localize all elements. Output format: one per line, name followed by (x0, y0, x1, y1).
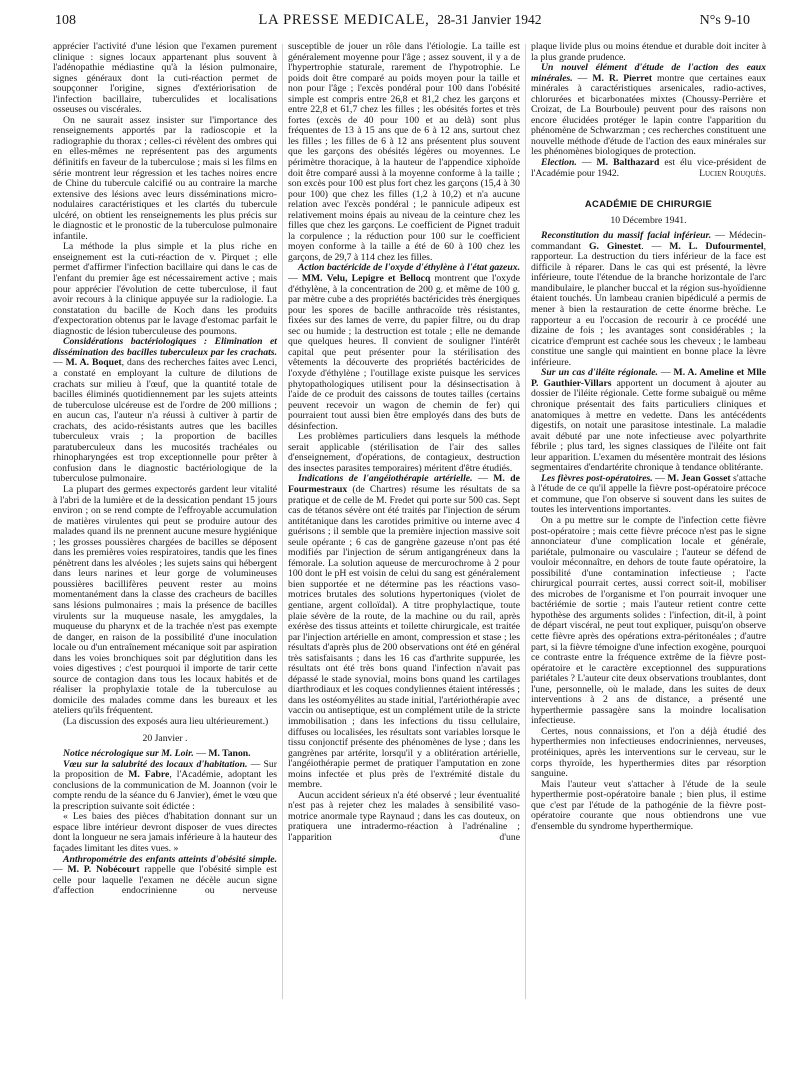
journal-name: LA PRESSE MEDICALE, (258, 12, 430, 28)
paragraph (288, 474, 520, 790)
body-text: — (572, 72, 593, 84)
body-text: , l'Académie, adoptant les conclusions de la communication de M. Joannon (voir le compte rendu de la séance du 6 Janvier), émet le vœu que la prescription suivante soit édictée : (53, 769, 277, 812)
body-text: On ne saurait assez insister sur l'importance des renseignements apportés par la radioscopie et la radiographie du thorax ; celles-ci révèlent des ombres qui en elles-mêmes ne représentent pas des arguments définitifs en faveur de la tuberculose ; mais si les films en série montrent leur régression et les taches noires encre de Chine du tubercule calcifié ou au contraire la marche extensive des lésions avec leurs disséminations micro-nodulaires caractéristiques et les clartés du tubercule ulcéré, on obtient les renseignements les plus précis sur le diagnostic et le pronostic de la tuberculose pulmonaire infantile. (53, 114, 277, 242)
paragraph (53, 242, 277, 337)
body-text: , rapporteur. La destruction du tiers inférieur de la face est difficile à réparer. Dans le cas qui est présenté, la lèvre inférieure, toute l'étendue de la branche horizontale de l'arc mandibulaire, le plancher buccal et la région sus-hyoïdienne étaient touchés. Un lambeau cranien bipédiculé a permis de mener à bien la restauration de cette énorme brèche. Le rapporteur a eu l'occasion de recourir à ce procédé une dizaine de fois ; les avantages sont considérables ; la cicatrice d'emprunt est cachée sous les cheveux ; le lambeau constitue une sangle qui maintient en bonne place la lèvre inférieure. (531, 240, 766, 368)
body-text: Certes, nous connaissions, et l'on a déjà étudié des hyperthermies non infectieuses endocriniennes, nerveuses, protéiniques, après les interventions sur le cerveau, sur le corps thyroïde, les hyperthermies dites par résorption sanguine. (531, 725, 766, 780)
body-text: — Médecin-commandant (531, 230, 766, 252)
column-divider (525, 44, 526, 999)
body-text: rappelle que l'obésité simple est celle pour laquelle l'examen ne décèle aucun signe d'affection endocrinienne ou nerveuse (53, 864, 278, 897)
body-text: 20 Janvier . (142, 732, 188, 744)
body-text: (de Chartres) résume les résultats de sa pratique et de celle de M. Fredet qui porte sur 500 cas. Sept cas de tétanos sévère ont été traités par l'injection de sérum antitétanique dans les carotides primitive ou interne avec 4 guérisons ; il semble que la première injection massive soit seule opérante ; 6 cas de gangrène gazeuse n'ont pas été modifiés par l'injection de sérum antigangréneux dans la fémorale. La solution aqueuse de mercurochrome à 2 pour 100 dont le pH est voisin de celui du sang est généralement bien supportée et ne détermine pas les réactions vaso-motrices brutales des solutions hypertoniques (violet de gentiane, argent colloïdal). A titre prophylactique, toute plaie sévère de la route, de la machine ou du rail, après exérèse des tissus atteints et toilette chirurgicale, est traitée par l'injection artérielle en amont, compression et stase ; les résultats d'après plus de 200 observations ont été en général très satisfaisants ; dans les 16 cas d'arthrite suppurée, les résultats ont été très bons quand l'infection n'avait pas dépassé le stade synovial, moins bons quand les cartilages diarthrodiaux et les coques condyliennes étaient intéressés ; dans les ostéomyélites au stade initial, l'artériothérapie avec vaccin ou antiseptique, est un complément utile de la stricte immobilisation ; dans les infections du tissu cellulaire, diffuses ou localisées, les résultats sont variables lorsque le tissu conjonctif présente des phénomènes de lyse ; dans les gangrènes par artérite, lorsqu'il y a oblitération artérielle, l'angéiothérapie permet de pratiquer l'amputation en zone moins infectée et plus près de l'extrémité distale du membre. (288, 483, 520, 791)
article-title: Anthropométrie des enfants atteints d'obésité simple. (63, 853, 277, 865)
body-text: « Les baies des pièces d'habitation donnant sur un espace libre intérieur devront disposer de vues directes dont la longueur ne sera jamais inférieure à la hauteur des façades limitant les dites vues. » (53, 811, 277, 855)
article-title: Un nouvel élément d'étude de l'action des eaux minérales. (531, 62, 766, 84)
body-text: Les problèmes particuliers dans lesquels la méthode serait applicable (stérilisation de l'air des salles d'enseignement, d'opérations, de contagieux, destruction des insectes parasites temporaires) méritent d'être étudiés. (288, 431, 520, 474)
author-name: M. A. Boquet (65, 357, 122, 369)
author-name: M. Tanon. (208, 748, 251, 760)
body-text: plaque livide plus ou moins étendue et durable doit inciter à la plus grande prudence. (531, 41, 766, 63)
column-3 (531, 42, 766, 832)
body-text: — (657, 367, 674, 379)
author-name: M. de Fourmestraux (288, 473, 520, 495)
article-title: Les fièvres post-opératoires. (541, 472, 653, 484)
body-text: On a pu mettre sur le compte de l'infection cette fièvre post-opératoire ; mais cette fièvre précoce n'est pas le signe annonciateur d'une complication locale et générale, pariétale, pulmonaire ou vasculaire ; l'auteur se défend de vouloir méconnaître, en dehors de toute faute opératoire, la possibilité d'une contamination infectieuse ; l'acte chirurgical pourrait certes, aussi correct soit-il, mobiliser des microbes de l'organisme et l'on pourrait invoquer une bactériémie de sortie ; mais l'auteur retient contre cette hypothèse des arguments solides : l'infection, dit-il, à point de départ viscéral, ne peut tout expliquer, puisqu'on observe cette fièvre après des opérations extra-péritonéales ; d'autre part, si la fièvre témoigne d'une infection exogène, pourquoi ce contraste entre la fréquence extrême de la fièvre post-opératoire et le caractère exceptionnel des suppurations pariétales ? L'auteur cite deux observations troublantes, dont l'une, personnelle, où le malade, dans les suites de deux interventions à 2 ans de distance, a présenté une hyperthermie passagère sans la moindre localisation infectieuse. (531, 514, 766, 727)
issue-number: N°s 9-10 (699, 13, 750, 28)
body-text: (La discussion des exposés aura lieu ultérieurement.) (63, 716, 269, 727)
author-name: M. Jean Gosset (667, 472, 731, 484)
body-text: s'attache à l'étude de ce qu'il appelle la fièvre post-opératoire précoce et commune, que l'on observe si souvent dans les suites de toutes les interventions importantes. (531, 472, 767, 516)
page-number: 108 (55, 13, 76, 28)
article-title: Action bactéricide de l'oxyde d'éthylène à l'état gazeux. (298, 262, 520, 274)
author-name: M. Fabre (128, 769, 170, 781)
body-text: 10 Décembre 1941. (610, 214, 687, 226)
paragraph (531, 42, 766, 63)
body-text: — (288, 273, 302, 285)
issue-date: 28-31 Janvier 1942 (437, 12, 542, 27)
article-title: Reconstitution du massif facial inférieur. (541, 230, 712, 242)
author-name: G. Ginestet (588, 240, 642, 252)
body-text: — Sur la proposition de (53, 758, 277, 781)
body-text: ACADÉMIE DE CHIRURGIE (584, 198, 713, 210)
journal-title (0, 12, 800, 29)
paragraph (531, 780, 766, 833)
body-text: Aucun accident sérieux n'a été observé ; leur éventualité n'est pas à rejeter chez les malades à sensibilité vaso-motrice anormale type Raynaud ; dans les cas douteux, on pratiquera une intradermo-réaction à l'adrénaline ; l'apparition d'une (288, 789, 520, 844)
paragraph (288, 263, 520, 432)
paragraph (53, 116, 277, 243)
body-text: Mais l'auteur veut s'attacher à l'étude de la seule hyperthermie post-opératoire banale ; bien plus, il estime que c'est par l'étude de la pathogénie de la fièvre post-opératoire courante que nous obtiendrons une vue d'ensemble du syndrome hyperthermique. (531, 778, 766, 832)
body-text: La plupart des germes expectorés gardent leur vitalité à l'abri de la lumière et de la dessication pendant 15 jours environ ; on se rend compte de l'effroyable accumulation de matières virulentes qui peut se produire autour des malades quand ils ne prennent aucune mesure hygiénique ; les grosses poussières chargées de bacilles se déposent dans les premières voies respiratoires, tandis que les fines pénètrent dans les alvéoles ; les sujets sains qui hébergent dans leurs narines et leur gorge de volumineuses poussières bacillifères peuvent rester au moins momentanément dans la classe des cracheurs de bacilles sans lésions pulmonaires ; mais la présence de bacilles virulents sur la muqueuse nasale, les amygdales, la muqueuse du pharynx et de la trachée n'est pas exempte de danger, en raison de la possibilité d'une inoculation locale ou d'un entraînement mécanique soit par aspiration dans les voies bronchiques soit par déglutition dans les voies digestives ; c'est pourquoi il importe de tarir cette source de contagion dans tous les locaux habités et de réaliser la prophylaxie totale de la tuberculose au domicile des malades comme dans les bureaux et les ateliers qu'ils fréquentent. (53, 483, 277, 717)
body-text: — (652, 472, 668, 484)
paragraph (531, 474, 766, 516)
paragraph (531, 63, 766, 158)
body-text: — (53, 864, 68, 876)
paragraph (53, 717, 277, 728)
body-text: montre que certaines eaux minérales à caractéristiques arsenicales, radio-actives, chlorurées et bicarbonatées mixtes (Choussy-Perrière et Croizat, de La Bourboule) peuvent pour des raisons non encore élucidées protéger le lapin contre l'apparition du phénomène de Schwarzman ; ces recherches constituent une nouvelle méthode d'étude de l'action des eaux minérales sur les phénomènes biologiques de protection. (531, 72, 767, 158)
page-header (0, 12, 800, 34)
column-1 (53, 42, 277, 897)
body-text: montrent que l'oxyde d'éthylène, à la concentration de 200 g. et même de 100 g. par mètre cube a des propriétés bactéricides très énergiques pour les spores de bacille anthracoïde très résistantes, fixées sur des lames de verre, du papier filtre, ou du drap sec ou humide ; la destruction est totale ; elle ne demande que quelques heures. Il convient de souligner l'intérêt capital que peut présenter pour la stérilisation des vêtements la découverte des propriétés bactéricides de l'oxyde d'éthylène ; l'outillage existe puisque les services phytopathologiques utilisent pour la désinsectisation à l'aide de ce produit des caissons de toutes tailles (certains peuvent recevoir un wagon de chemin de fer) qui pourraient tout aussi bien être employés dans des buts de désinfection. (288, 273, 521, 432)
article-title: Vœu sur la salubrité des locaux d'habitation. (63, 758, 248, 770)
column-2 (288, 42, 520, 844)
section-heading (531, 199, 766, 210)
paragraph (531, 727, 766, 780)
paragraph (53, 760, 277, 813)
article-title: Indications de l'angéiothérapie artérielle. (298, 473, 473, 485)
article-title: Sur un cas d'iléite régionale. (541, 367, 658, 379)
author-name: M. R. Pierret (592, 72, 653, 84)
body-text: apprécier l'activité d'une lésion que l'examen purement clinique : signes locaux appartenant plus souvent à l'adénopathie médiastine qu'à la lésion pulmonaire, signes généraux dont la cuti-réaction permet de soupçonner l'origine, signes d'extériorisation de l'infection bacillaire, tuberculides et localisations osseuses ou viscérales. (53, 41, 277, 116)
author-name: M. Balthazard (596, 157, 660, 169)
body-text: La méthode la plus simple et la plus riche en enseignement est la cuti-réaction de v. Pirquet ; elle permet d'affirmer l'infection bacillaire qui dans le cas de l'enfant du premier âge est nécessairement active ; mais pour apprécier l'évolution de cette tuberculose, il faut avoir recours à la clinique appuyée sur la radiologie. La constatation du bacille de Koch dans les produits d'expectoration obtenus par le lavage d'estomac parfait le diagnostic de lésion tuberculeuse des poumons. (53, 241, 277, 337)
quoted-text (53, 812, 277, 854)
paragraph (53, 855, 277, 897)
paragraph (288, 42, 520, 263)
paragraph (288, 432, 520, 474)
body-text: — (472, 473, 494, 485)
paragraph (53, 42, 277, 116)
article-title: Considérations bactériologiques : Elimination et dissémination des bacilles tuberculeux par les crachats. (53, 336, 277, 358)
paragraph (53, 337, 277, 485)
session-date (531, 216, 766, 227)
body-text: — (53, 357, 66, 369)
article-title: Notice nécrologique sur M. Loir. (63, 748, 194, 760)
paragraph (53, 485, 277, 717)
body-text: apportent un document à ajouter au dossier de l'iléite régionale. Cette forme subaiguë ou même chronique présentait des faits particuliers cliniques et anatomiques à mettre en vedette. Dans les antécédents digestifs, on notait une parasitose intestinale. La maladie avait débuté par une note infectieuse avec polyarthrite fébrile ; plus tard, les signes classiques de l'iléite ont fait leur apparition. L'examen du mésentère montrait des lésions segmentaires d'endartérite chronique à tendance oblitérante. (531, 377, 766, 474)
body-text: , dans des recherches faites avec Lenci, a constaté en employant la culture de dilutions de crachats sur milieu à l'œuf, que la quantité totale de bacilles éliminés quotidiennement par les sujets atteints de tuberculose ulcéreuse est de l'ordre de 200 millions ; en aucun cas, l'auteur n'a réussi à cultiver à partir de crachats, des acido-résistants autres que les bacilles tuberculeux vrais ; la proportion de bacilles paratuberculeux dans les mucosités trachéales ou rhinopharyngées est trop exceptionnelle pour prêter à confusion dans le diagnostic bactériologique de la tuberculose pulmonaire. (53, 357, 278, 485)
paragraph (531, 368, 766, 473)
body-text: est élu vice-président de l'Académie pour 1942. (531, 157, 766, 179)
body-text: — (576, 157, 597, 169)
author-name: MM. Velu, Lepigre et Bellocq (301, 273, 431, 285)
session-date (53, 734, 277, 745)
paragraph (531, 231, 766, 368)
author-name: M. L. Dufourmentel (669, 240, 764, 252)
article-title: Election. (541, 157, 577, 169)
body-text: susceptible de jouer un rôle dans l'étiologie. La taille est généralement moyenne pour l'âge ; assez souvent, il y a de l'hypertrophie staturale, rarement de l'hypotrophie. Le poids doit être comparé au poids moyen pour la taille et non pour l'âge ; l'excès pondéral pour 100 dans l'obésité simple est compris entre 26,8 et 81,2 chez les garçons et entre 22,8 et 61,7 chez les filles ; les obésités fortes et très fortes (excès de 40 pour 100 et au delà) sont plus fréquentes de 13 à 15 ans que de 6 à 12 ans, surtout chez les filles ; les filles de 6 à 12 ans présentent plus souvent que les garçons des obésités légères ou moyennes. Le périmètre thoracique, à la hauteur de l'appendice xiphoïde doit être comparé aussi à la moyenne conforme à la taille ; son excès pour 100 est plus fort chez les garçons (15,4 à 30 pour 100) que chez les filles (1,2 à 10,2) et n'a aucune relation avec l'excès pondéral ; le pannicule adipeux est relativement moins épais au niveau de la ceinture chez les filles que chez les garçons. Le coefficient de Pignet traduit la corpulence ; la réduction pour 100 sur le coefficient moyen conforme à la taille a été de 60 à 100 chez les garçons, de 29,7 à 114 chez les filles. (288, 41, 520, 263)
author-name: M. A. Ameline et Mlle P. Gauthier-Villars (531, 367, 766, 389)
paragraph (531, 516, 766, 727)
paragraph (288, 791, 520, 844)
author-name: M. P. Nobécourt (67, 864, 140, 876)
body-text: — (193, 748, 209, 760)
body-text: Lucien Rouquès. (699, 167, 766, 179)
column-divider (282, 44, 283, 999)
body-text: . — (641, 240, 670, 252)
